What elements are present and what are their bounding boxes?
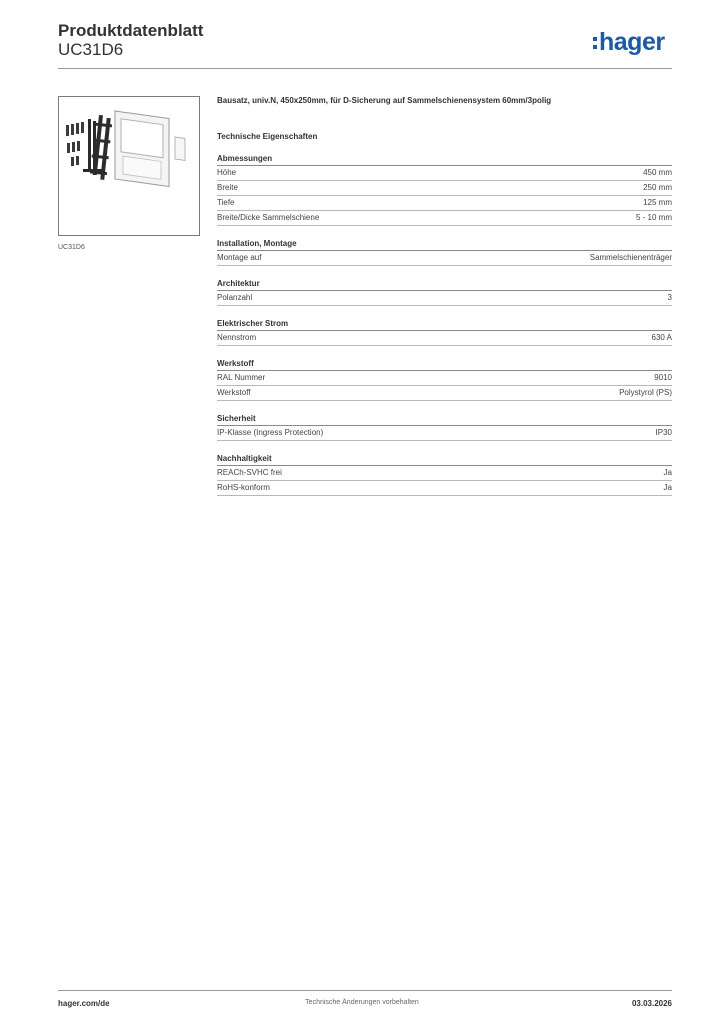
section-title: Elektrischer Strom [217,319,672,331]
spec-label: Tiefe [217,198,235,207]
section-architecture [217,279,672,306]
section-safety [217,414,672,441]
spec-row-height [217,166,672,181]
hager-logo [593,28,665,57]
section-title: Architektur [217,279,672,291]
spec-value: IP30 [655,428,672,437]
spec-value: 9010 [654,373,672,382]
product-details [217,96,672,509]
section-title: Sicherheit [217,414,672,426]
spec-row-depth [217,196,672,211]
section-sustainability [217,454,672,496]
logo-text: hager [599,28,665,56]
spec-label: IP-Klasse (Ingress Protection) [217,428,324,437]
spec-row-ral [217,371,672,386]
spec-row-ip-class [217,426,672,441]
spec-label: Breite/Dicke Sammelschiene [217,213,320,222]
spec-label: Breite [217,183,238,192]
spec-value: Polystyrol (PS) [619,388,672,397]
spec-value: 5 - 10 mm [635,213,672,222]
spec-label: RAL Nummer [217,373,266,382]
footer-date: 03.03.2026 [631,999,672,1008]
spec-row-reach [217,466,672,481]
spec-value: 450 mm [643,168,672,177]
spec-value: 250 mm [643,183,672,192]
spec-label: Nennstrom [217,333,257,342]
spec-value: 3 [667,293,672,302]
spec-label: Montage auf [217,253,262,262]
spec-value: 125 mm [643,198,672,207]
spec-row-mounting [217,251,672,266]
spec-row-material [217,386,672,401]
spec-value: Sammelschienenträger [589,253,672,262]
spec-label: Höhe [217,168,237,177]
section-title: Installation, Montage [217,239,672,251]
spec-row-rated-current [217,331,672,346]
spec-label: Polanzahl [217,293,253,302]
section-electric-current [217,319,672,346]
section-dimensions [217,154,672,226]
footer-website-link[interactable]: hager.com/de [58,999,110,1008]
busbar-kit-product-image [59,97,199,235]
footer-divider [58,990,672,991]
technical-properties-title: Technische Eigenschaften [217,132,318,141]
section-material [217,359,672,401]
spec-row-width [217,181,672,196]
spec-label: Werkstoff [217,388,251,397]
section-installation [217,239,672,266]
spec-value: 630 A [651,333,672,342]
section-title: Werkstoff [217,359,672,371]
spec-label: RoHS-konform [217,483,270,492]
spec-row-rohs [217,481,672,496]
product-code: UC31D6 [58,40,124,59]
spec-row-busbar-thickness [217,211,672,226]
section-title: Nachhaltigkeit [217,454,672,466]
spec-value: Ja [663,483,672,492]
spec-label: REACh-SVHC frei [217,468,282,477]
image-caption: UC31D6 [58,244,85,251]
page-title: Produktdatenblatt [58,21,204,40]
logo-dots-icon [593,37,597,49]
spec-value: Ja [663,468,672,477]
product-image-frame [58,96,200,236]
footer-notice: Technische Änderungen vorbehalten [305,999,419,1006]
header-divider [58,68,672,69]
section-title: Abmessungen [217,154,672,166]
spec-row-poles [217,291,672,306]
product-description: Bausatz, univ.N, 450x250mm, für D-Sicherung auf Sammelschienensystem 60mm/3polig [217,96,552,105]
